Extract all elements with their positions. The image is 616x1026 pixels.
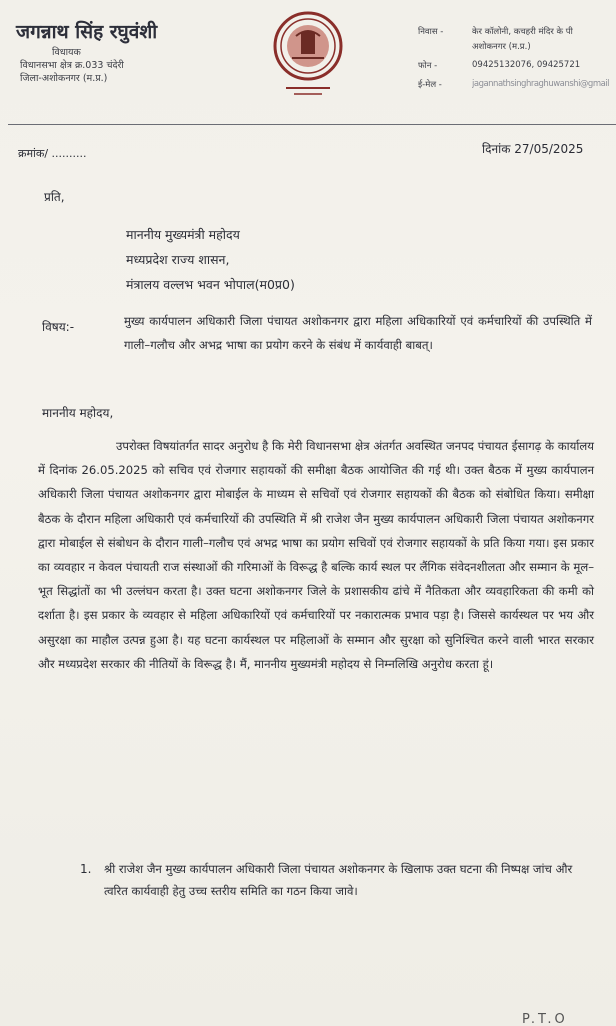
district: जिला-अशोकनगर (म.प्र.)	[20, 73, 108, 84]
subject-text: मुख्य कार्यपालन अधिकारी जिला पंचायत अशोकनगर द्वारा महिला अधिकारियों एवं कर्मचारियों की उपस्थिति में गाली–गलौच और अभद्र भाषा का प्रयोग करने के संबंध में कार्यवाही बाबत्।	[124, 314, 592, 352]
email-value: jagannathsinghraghuwanshi@gmail	[472, 79, 610, 89]
address-value: केर कॉलोनी, कचहरी मंदिर के पी	[472, 27, 573, 37]
constituency: विधानसभा क्षेत्र क्र.033 चंदेरी	[20, 60, 124, 71]
addressee-line: माननीय मुख्यमंत्री महोदय	[126, 227, 240, 242]
letter-date: दिनांक 27/05/2025	[482, 142, 584, 156]
mp-government-emblem-icon	[272, 6, 344, 104]
point-number: 1.	[80, 862, 92, 876]
body-paragraph: उपरोक्त विषयांतर्गत सादर अनुरोध है कि मेरी विधानसभा क्षेत्र अंतर्गत अवस्थित जनपद पंचायत ईसागढ़ के कार्यालय में दिनांक 26.05.2025 को सचिव एवं रोजगार सहायकों की समीक्षा बैठक आयोजित की गई थी। उक्त बैठक में मुख्य कार्यपालन अधिकारी जिला पंचायत अशोकनगर द्वारा मोबाईल के माध्यम से सचिवों एवं रोजगार सहायकों की बैठक को संबोधित किया। समीक्षा बैठक के दौरान महिला अधिकारी एवं कर्मचारियों की उपस्थिति में श्री राजेश जैन मुख्य कार्यपालन अधिकारी जिला पंचायत अशोकनगर द्वारा मोबाईल से संबोधन के दौरान गाली–गलौच एवं अभद्र भाषा का प्रयोग सचिवों एवं रोजगार सहायकों के प्रति किया गया। इस प्रकार का व्यवहार न केवल पंचायती राज संस्थाओं की गरिमाओं के विरूद्ध है बल्कि कार्य स्थल पर लैंगिक संवेदनशीलता और सम्मान के मूल–भूत सिद्धांतों का भी उल्लंघन करता है। उक्त घटना अशोकनगर जिले के प्रशासकीय ढांचे में नैतिकता और व्यवहारिकता की कमी को दर्शाता है। इस प्रकार के व्यवहार से महिला अधिकारियों एवं कर्मचारियों पर नकारात्मक प्रभाव पड़ा है। जिससे कार्यस्थल पर भय और असुरक्षा का माहौल उत्पन्न हुआ है। यह घटना कार्यस्थल पर महिलाओं के सम्मान और सुरक्षा को सुनिश्चित करने वाली भारत सरकार और मध्यप्रदेश सरकार की नीतियों के विरूद्ध है। मैं, माननीय मुख्यमंत्री महोदय से निम्नलिखि अनुरोध करता हूं।	[38, 439, 594, 671]
page-footer-pto: P.T.O	[522, 1012, 568, 1026]
addressee-line: मध्यप्रदेश राज्य शासन,	[126, 252, 230, 267]
phone-value: 09425132076, 09425721	[472, 60, 581, 70]
addressee-block	[126, 222, 295, 297]
letterhead-right	[418, 26, 616, 98]
address-value-2: अशोकनगर (म.प्र.)	[472, 42, 531, 52]
email-label: ई-मेल -	[418, 80, 442, 90]
addressee-line: मंत्रालय वल्लभ भवन भोपाल(म0प्र0)	[126, 277, 295, 292]
letterhead-divider	[8, 124, 616, 125]
reference-number: क्रमांक/ ..........	[18, 147, 87, 160]
phone-label: फोन -	[418, 61, 438, 71]
point-text: श्री राजेश जैन मुख्य कार्यपालन अधिकारी जिला पंचायत अशोकनगर के खिलाफ उक्त घटना की निष्पक्ष जांच और त्वरित कार्यवाही हेतु उच्च स्तरीय समिति का गठन किया जावे।	[104, 862, 573, 898]
mla-name: जगन्नाथ सिंह रघुवंशी	[16, 21, 158, 43]
prati-label: प्रति,	[44, 190, 65, 204]
salutation: माननीय महोदय,	[42, 406, 114, 420]
letterhead-left	[16, 18, 246, 85]
address-label: निवास -	[418, 27, 444, 37]
subject-label: विषय:-	[42, 320, 75, 334]
mla-designation: विधायक	[52, 47, 81, 58]
